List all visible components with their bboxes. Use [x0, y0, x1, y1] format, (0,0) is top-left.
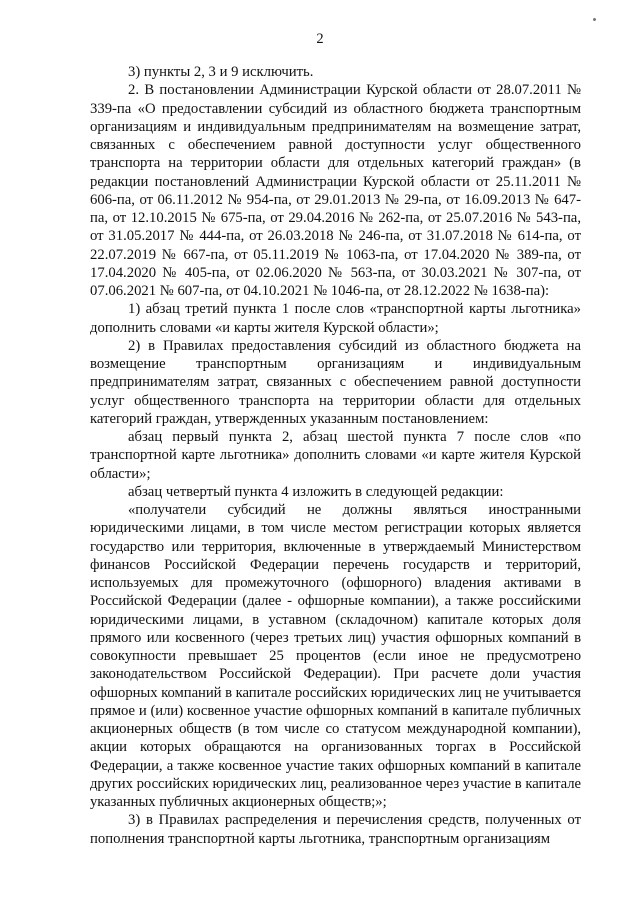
document-body [90, 63, 581, 848]
paragraph-item-3-exclusion: 3) пункты 2, 3 и 9 исключить. [128, 64, 314, 80]
paragraph-item-3-distribution: 3) в Правилах распределения и перечисления средств, полученных от пополнения транспортной карты льготника, транспортным организациям [90, 812, 581, 847]
paragraph-clause-4-intro: абзац четвертый пункта 4 изложить в следующей редакции: [128, 483, 504, 500]
paragraph-section-2-intro: 2. В постановлении Администрации Курской области от 28.07.2011 № 339-па «О предоставлении субсидий из областного бюджета транспортным организациям и индивидуальным предпринимателям на возмещение затрат, связанных с обеспечением равной доступности услуг общественного транспорта на территории области для отдельных категорий граждан» (в редакции постановлений Администрации Курской области от 25.11.2011 № 606-па, от 06.11.2012 № 954-па, от 29.01.2013 № 29-па, от 16.09.2013 № 647-па, от 12.10.2015 № 675-па, от 29.04.2016 № 262-па, от 25.07.2016 № 543-па, от 31.05.2017 № 444-па, от 26.03.2018 № 246-па, от 31.07.2018 № 614-па, от 22.07.2019 № 667-па, от 05.11.2019 № 1063-па, от 17.04.2020 № 389-па, от 17.04.2020 № 405-па, от 02.06.2020 № 563-па, от 30.03.2021 № 307-па, от 07.06.2021 № 607-па, от 04.10.2021 № 1046-па, от 28.12.2022 № 1638-па): [90, 82, 581, 299]
scan-speck [593, 18, 597, 22]
page-number: 2 [316, 31, 324, 47]
paragraph-recipients-definition: «получатели субсидий не должны являться иностранными юридическими лицами, в том числе местом регистрации которых является государство или территория, включенные в утверждаемый Министерством финансов Российской Федерации перечень государств и территорий, используемых для промежуточного (офшорного) владения активами в Российской Федерации (далее - офшорные компании), а также российскими юридическими лицами, в уставном (складочном) капитале которых доля прямого или косвенного (через третьих лиц) участия офшорных компаний в совокупности превышает 25 процентов (если иное не предусмотрено законодательством Российской Федерации). При расчете доли участия офшорных компаний в капитале российских юридических лиц не учитывается прямое и (или) косвенное участие офшорных компаний в капитале публичных акционерных обществ (в том числе со статусом международной компании), акции которых обращаются на организованных торгах в Российской Федерации, а также косвенное участие таких офшорных компаний в капитале других российских юридических лиц, реализованное через участие в капитале указанных публичных акционерных обществ;»; [90, 502, 581, 810]
paragraph-item-1-amendment: 1) абзац третий пункта 1 после слов «транспортной карты льготника» дополнить словами «и карты жителя Курской области»; [90, 301, 581, 336]
paragraph-clause-2-7: абзац первый пункта 2, абзац шестой пункта 7 после слов «по транспортной карте льготника» дополнить словами «и карте жителя Курской области»; [90, 429, 581, 482]
paragraph-item-2-rules: 2) в Правилах предоставления субсидий из областного бюджета на возмещение транспортным организациям и индивидуальным предпринимателям затрат, связанных с обеспечением равной доступности услуг общественного транспорта на территории области для отдельных категорий граждан, утвержденных указанным постановлением: [90, 337, 581, 427]
